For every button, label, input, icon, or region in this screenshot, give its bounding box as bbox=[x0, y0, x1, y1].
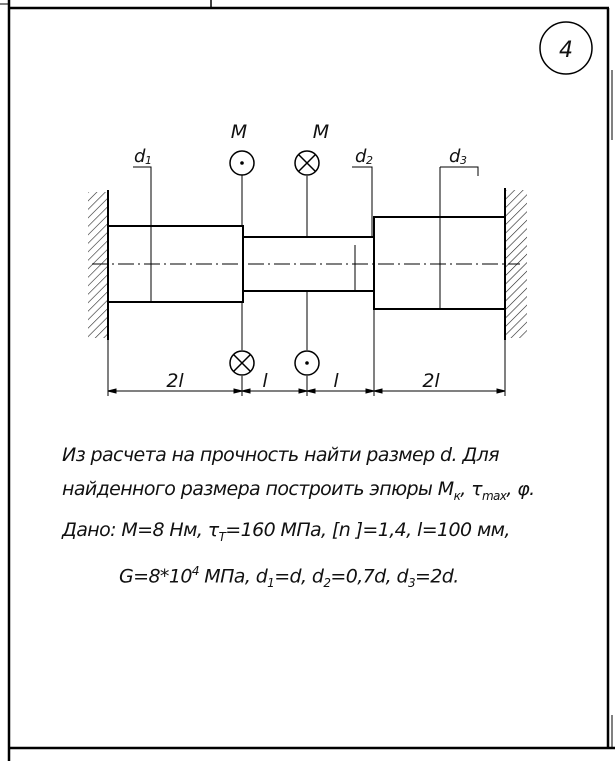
task-line-2: найденного размера построить эпюры $M_к$, $\tau_{max}$, φ. bbox=[62, 478, 535, 503]
task-statement bbox=[62, 438, 592, 600]
moment-label-right: M bbox=[312, 121, 330, 143]
moment-dot-symbol-top bbox=[230, 151, 254, 175]
task-line-1: Из расчета на прочность найти размер d. Для bbox=[62, 444, 499, 466]
moment-cross-symbol-top bbox=[295, 151, 319, 175]
svg-text:d: d bbox=[355, 146, 367, 167]
svg-text:d: d bbox=[134, 146, 146, 167]
svg-text:1: 1 bbox=[145, 154, 152, 167]
problem-number: 4 bbox=[559, 38, 573, 63]
dim-label-l-middle-left: l bbox=[262, 370, 268, 392]
d2-label bbox=[355, 146, 373, 167]
moment-dot-symbol-bottom bbox=[295, 351, 319, 375]
moment-label-left: M bbox=[230, 121, 248, 143]
moment-lines bbox=[242, 175, 307, 350]
d1-label bbox=[134, 146, 152, 167]
left-fixed-support bbox=[88, 190, 108, 340]
d3-label bbox=[449, 146, 467, 167]
moment-cross-symbol-bottom bbox=[230, 351, 254, 375]
svg-text:2: 2 bbox=[366, 154, 373, 167]
svg-text:d: d bbox=[449, 146, 461, 167]
problem-number-badge bbox=[540, 22, 592, 74]
svg-text:3: 3 bbox=[460, 154, 467, 167]
task-line-4: $G=8*10^4$ МПа, $d_1=d$, $d_2=0,7d$, $d_3=2d$. bbox=[119, 563, 459, 590]
dim-label-2l-right: 2l bbox=[422, 370, 440, 392]
dim-label-2l-left: 2l bbox=[166, 370, 184, 392]
dim-label-l-middle-right: l bbox=[333, 370, 339, 392]
task-line-3: Дано: M=8 Нм, $\tau_Т=160$ МПа, [n ]=1,4, l=100 мм, bbox=[62, 518, 510, 544]
